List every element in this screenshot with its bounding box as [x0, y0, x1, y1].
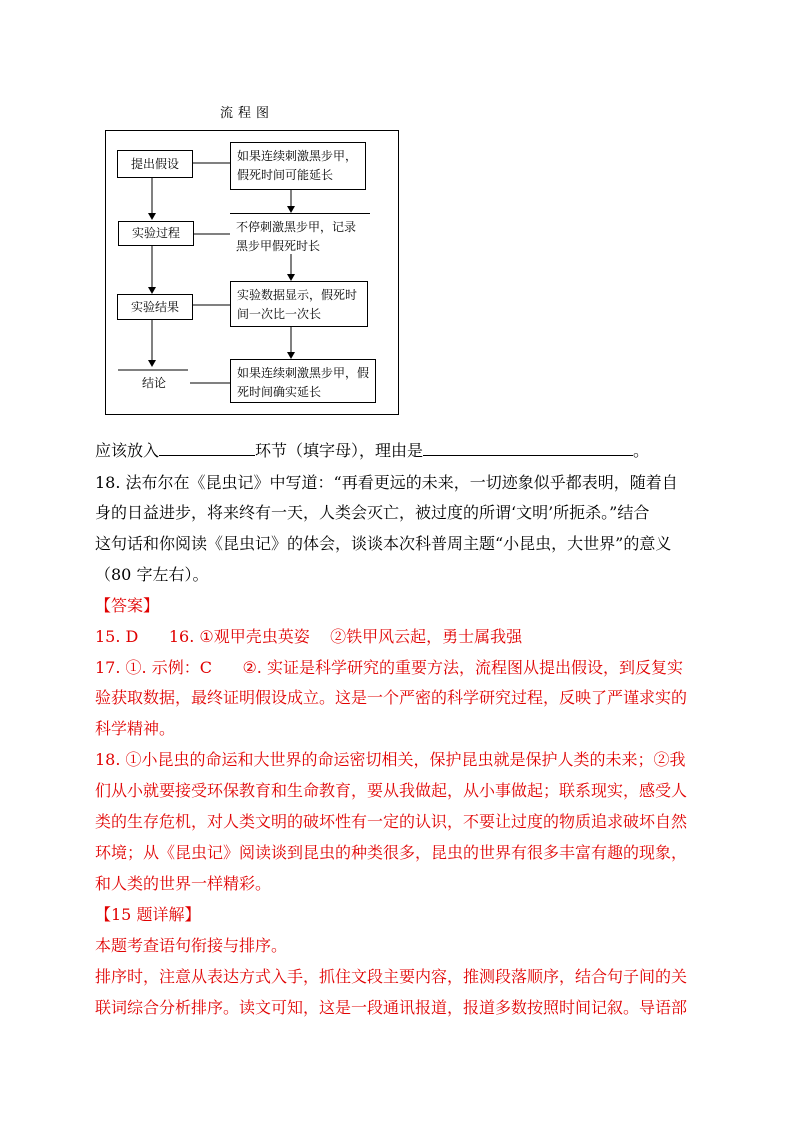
- fill-text-2: 环节（填字母），理由是: [255, 441, 424, 460]
- question-18-line: （80 字左右）。: [95, 565, 209, 584]
- flow-step-hypothesis: 提出假设: [117, 150, 193, 178]
- flow-step-conclusion: 结论: [141, 376, 166, 390]
- flow-detail-line: 死时间确实延长: [237, 385, 322, 399]
- flow-step-result: 实验结果: [117, 294, 193, 320]
- fill-text-3: 。: [633, 441, 650, 460]
- flow-detail-line: 如果连续刺激黑步甲，假: [237, 366, 370, 380]
- blank-reason[interactable]: [423, 441, 633, 456]
- flow-step-process: 实验过程: [118, 221, 194, 246]
- answer-17-line: 验获取数据，最终证明假设成立。这是一个严密的科学研究过程，反映了严谨求实的: [95, 688, 688, 707]
- answer-18-line: 和人类的世界一样精彩。: [95, 874, 272, 893]
- answer-18-line: 环境；从《昆虫记》阅读谈到昆虫的种类很多，昆虫的世界有很多丰富有趣的现象，: [95, 843, 688, 862]
- answer-17-line: 17. ①. 示例：C ②. 实证是科学研究的重要方法，流程图从提出假设，到反复实: [95, 658, 683, 677]
- flow-detail-result: [230, 281, 368, 327]
- question-18-line: 身的日益进步，将来终有一天，人类会灭亡，被过度的所谓‘文明’所扼杀。”结合: [95, 503, 650, 522]
- flow-detail-line: 实验数据显示，假死时: [237, 288, 358, 302]
- answer-heading: 【答案】: [95, 596, 160, 615]
- explain-line: 联词综合分析排序。读文可知，这是一段通讯报道，报道多数按照时间记叙。导语部: [95, 998, 688, 1017]
- explain-line: 排序时，注意从表达方式入手，抓住文段主要内容，推测段落顺序，结合句子间的关: [95, 967, 688, 986]
- question-18-line: 18. 法布尔在《昆虫记》中写道：“再看更远的未来，一切迹象似乎都表明，随着自: [95, 473, 678, 492]
- question-18-line: 这句话和你阅读《昆虫记》的体会，谈谈本次科普周主题“小昆虫，大世界”的意义: [95, 534, 672, 553]
- flow-detail-process: [230, 213, 370, 255]
- answer-17-line: 科学精神。: [95, 719, 176, 738]
- blank-stage[interactable]: [159, 441, 255, 456]
- flow-detail-conclusion: [230, 359, 376, 403]
- fill-text-1: 应该放入: [95, 441, 160, 460]
- explain-intro: 本题考查语句衔接与排序。: [95, 936, 288, 955]
- flow-detail-line: 如果连续刺激黑步甲，: [237, 149, 358, 163]
- answer-18-line: 们从小就要接受环保教育和生命教育，要从我做起，从小事做起；联系现实，感受人: [95, 781, 688, 800]
- explain-heading: 【15 题详解】: [95, 905, 201, 924]
- flowchart-title: 流程图: [220, 106, 275, 121]
- question-17-fill-line: [95, 441, 649, 461]
- answer-15-16: 15. D 16. ①观甲壳虫英姿 ②铁甲风云起，勇士属我强: [95, 627, 523, 646]
- flow-detail-line: 假死时间可能延长: [237, 168, 334, 182]
- flow-detail-line: 间一次比一次长: [237, 307, 322, 321]
- answer-18-line: 18. ①小昆虫的命运和大世界的命运密切相关，保护昆虫就是保护人类的未来；②我: [95, 750, 686, 769]
- flow-detail-line: 黑步甲假死时长: [236, 239, 321, 253]
- answer-18-line: 类的生存危机，对人类文明的破坏性有一定的认识，不要让过度的物质追求破坏自然: [95, 812, 688, 831]
- flow-detail-line: 不停刺激黑步甲，记录: [236, 220, 357, 234]
- flow-detail-hypothesis: [230, 142, 366, 190]
